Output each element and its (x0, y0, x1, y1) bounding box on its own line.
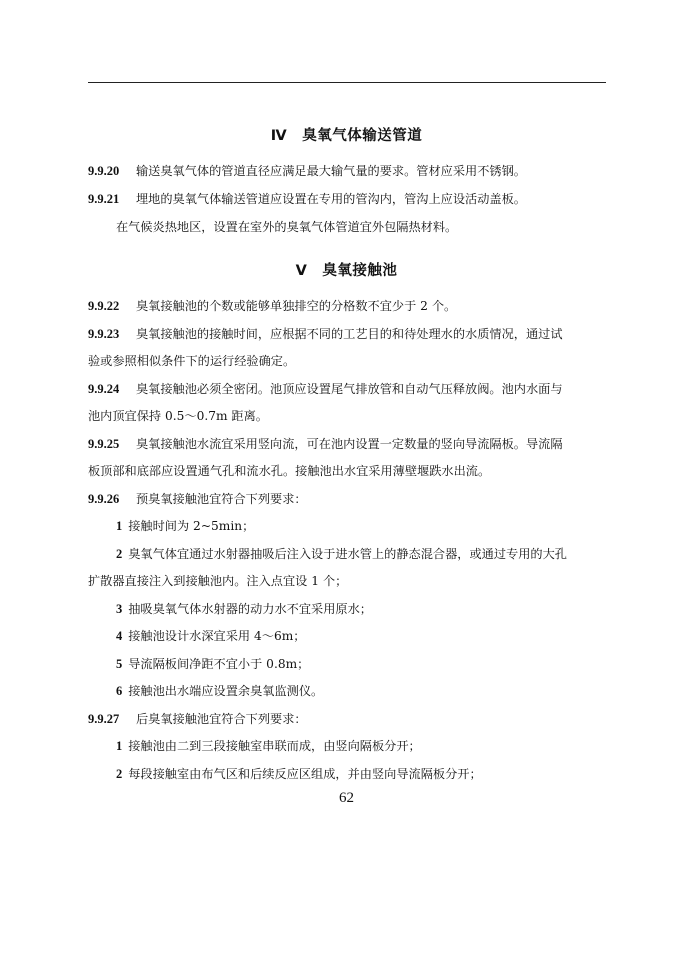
list-item (116, 738, 636, 754)
list-item (116, 683, 636, 699)
item-text: 每段接触室由布气区和后续反应区组成，并由竖向导流隔板分开； (128, 767, 482, 781)
clause-9-9-27 (88, 711, 608, 727)
clause-text: 臭氧接触池水流宜采用竖向流，可在池内设置一定数量的竖向导流隔板。导流隔 (136, 437, 563, 451)
clause-number: 9.9.25 (88, 437, 120, 451)
clause-9-9-21-continued (116, 219, 636, 235)
list-item (116, 601, 636, 617)
clause-number: 9.9.22 (88, 299, 120, 313)
list-item (116, 546, 636, 562)
item-number: 5 (116, 657, 123, 671)
clause-9-9-23-continued (88, 353, 608, 369)
item-number: 1 (116, 519, 123, 533)
item-text: 接触池由二到三段接触室串联而成，由竖向隔板分开； (128, 739, 421, 753)
clause-text: 臭氧接触池的接触时间，应根据不同的工艺目的和待处理水的水质情况，通过试 (136, 327, 563, 341)
item-number: 4 (116, 629, 123, 643)
clause-text: 埋地的臭氧气体输送管道应设置在专用的管沟内，管沟上应设活动盖板。 (136, 192, 526, 206)
list-item (116, 656, 636, 672)
list-item (116, 518, 636, 534)
section-heading-v: Ⅴ 臭氧接触池 (295, 263, 398, 279)
clause-9-9-25-continued (88, 463, 608, 479)
item-text: 扩散器直接注入到接触池内。注入点宜设 1 个； (88, 574, 348, 588)
list-item (116, 766, 636, 782)
item-number: 3 (116, 602, 123, 616)
clause-number: 9.9.24 (88, 382, 120, 396)
clause-text: 预臭氧接触池宜符合下列要求： (136, 492, 307, 506)
clause-number: 9.9.23 (88, 327, 120, 341)
page-number: 62 (339, 790, 354, 806)
header-rule (88, 82, 606, 83)
item-number: 1 (116, 739, 123, 753)
item-text: 导流隔板间净距不宜小于 0.8m； (128, 657, 310, 671)
clause-9-9-20 (88, 163, 608, 179)
clause-text: 池内顶宜保持 0.5～0.7m 距离。 (88, 409, 268, 423)
clause-number: 9.9.21 (88, 192, 120, 206)
clause-text: 验或参照相似条件下的运行经验确定。 (88, 354, 296, 368)
item-number: 2 (116, 547, 123, 561)
clause-9-9-21 (88, 191, 608, 207)
clause-9-9-24 (88, 381, 608, 397)
clause-number: 9.9.27 (88, 712, 120, 726)
clause-text: 输送臭氧气体的管道直径应满足最大输气量的要求。管材应采用不锈钢。 (136, 164, 526, 178)
list-item (116, 628, 636, 644)
clause-text: 板顶部和底部应设置通气孔和流水孔。接触池出水宜采用薄壁堰跌水出流。 (88, 464, 491, 478)
item-number: 6 (116, 684, 123, 698)
item-text: 接触时间为 2~5min； (128, 519, 255, 533)
item-text: 接触池出水端应设置余臭氧监测仪。 (128, 684, 324, 698)
item-number: 2 (116, 767, 123, 781)
list-item-continued (88, 573, 608, 589)
clause-text: 臭氧接触池必须全密闭。池顶应设置尾气排放管和自动气压释放阀。池内水面与 (136, 382, 563, 396)
clause-text: 后臭氧接触池宜符合下列要求： (136, 712, 307, 726)
item-text: 抽吸臭氧气体水射器的动力水不宜采用原水； (128, 602, 372, 616)
item-text: 接触池设计水深宜采用 4～6m； (128, 629, 306, 643)
clause-9-9-25 (88, 436, 608, 452)
clause-9-9-23 (88, 326, 608, 342)
item-text: 臭氧气体宜通过水射器抽吸后注入设于进水管上的静态混合器，或通过专用的大孔 (128, 547, 567, 561)
section-heading-iv: Ⅳ 臭氧气体输送管道 (270, 128, 423, 144)
clause-number: 9.9.26 (88, 492, 120, 506)
clause-number: 9.9.20 (88, 164, 120, 178)
clause-9-9-22 (88, 298, 608, 314)
clause-text: 臭氧接触池的个数或能够单独排空的分格数不宜少于 2 个。 (136, 299, 457, 313)
clause-9-9-26 (88, 491, 608, 507)
clause-9-9-24-continued (88, 408, 608, 424)
clause-text: 在气候炎热地区，设置在室外的臭氧气体管道宜外包隔热材料。 (116, 220, 458, 234)
